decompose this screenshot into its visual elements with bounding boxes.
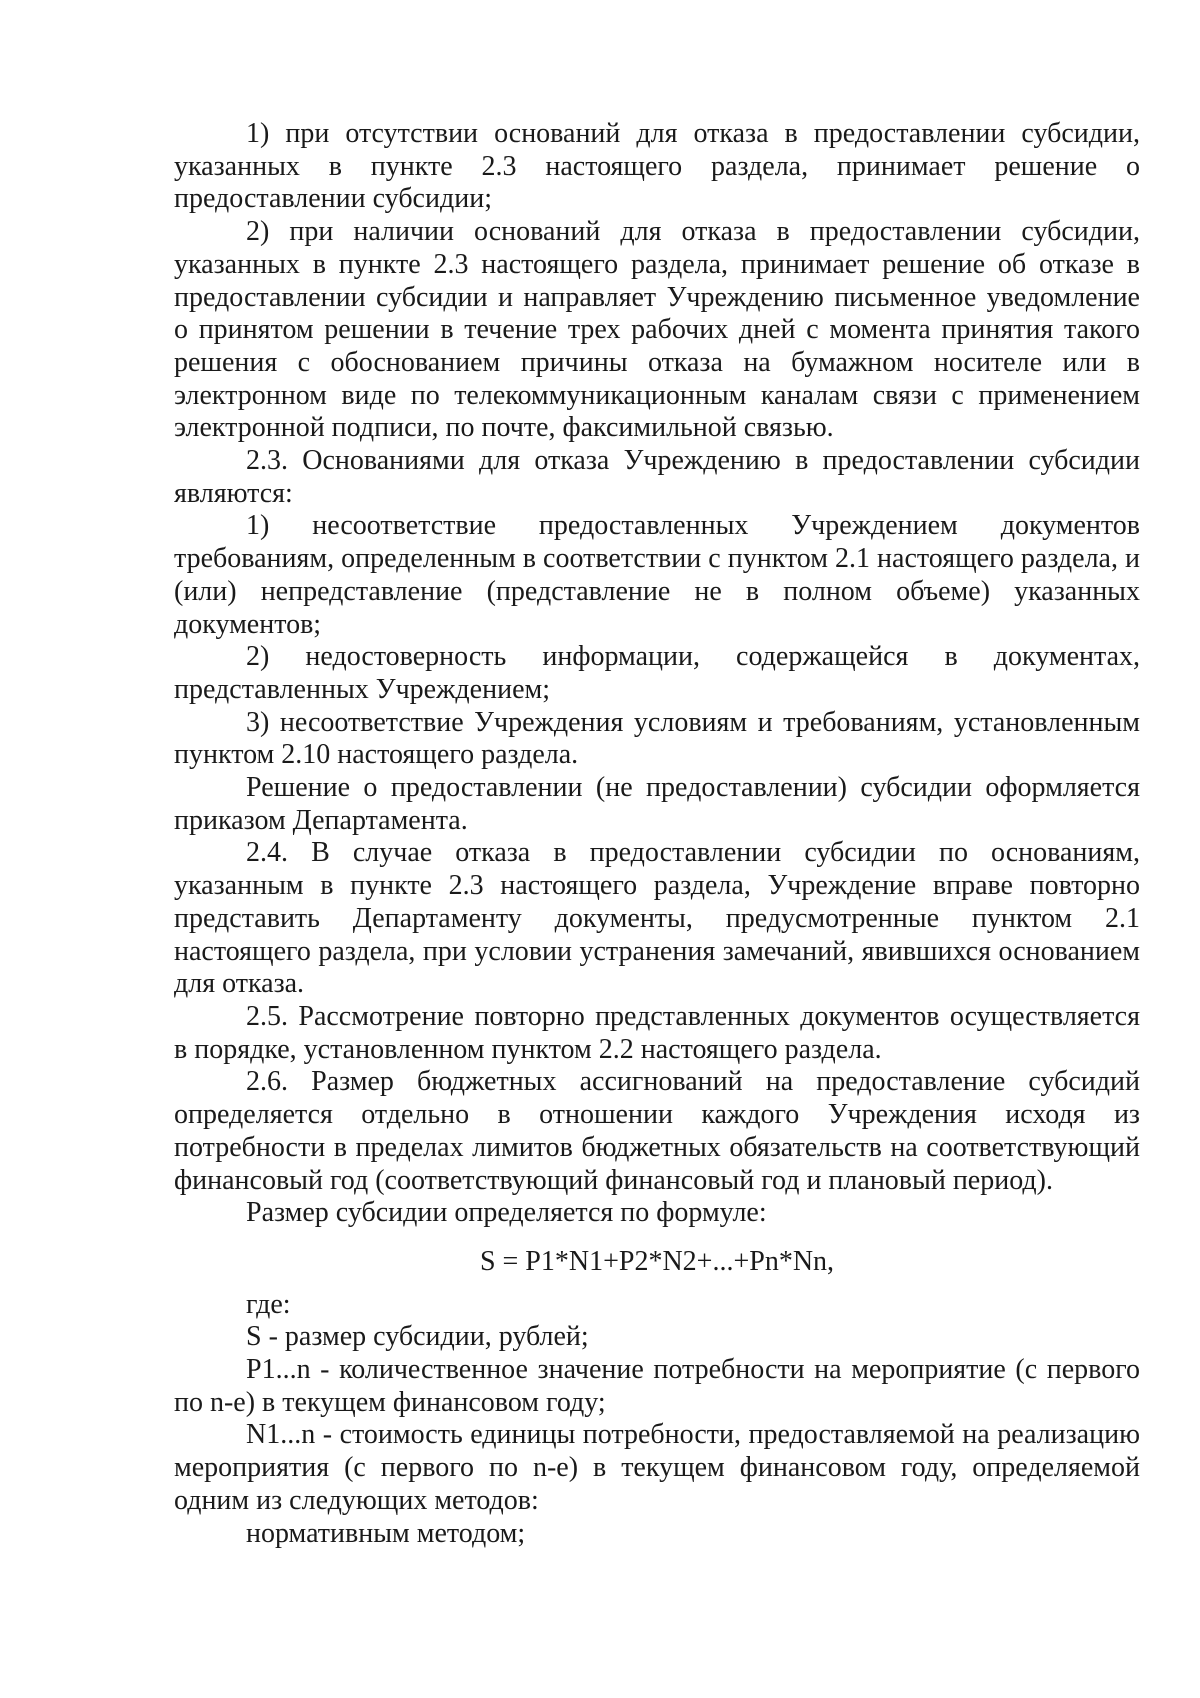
paragraph-formula-intro: Размер субсидии определяется по формуле:: [246, 1197, 767, 1229]
paragraph-item-1-decision: 1) при отсутствии оснований для отказа в предоставлении субсидии, указанных в пункте 2.3 настоящего раздела, принимает решение о предоставлении субсидии;: [174, 118, 1140, 215]
definition-n: N1...n - стоимость единицы потребности, предоставляемой на реализацию мероприятия (с первого по n-е) в текущем финансовом году, определяемой одним из следующих методов:: [174, 1419, 1140, 1516]
paragraph-item-2-refusal: 2) при наличии оснований для отказа в предоставлении субсидии, указанных в пункте 2.3 настоящего раздела, принимает решение об отказе в предоставлении субсидии и направляет Учреждению письменное уведомление о принятом решении в течение трех рабочих дней с момента принятия такого решения с обоснованием причины отказа на бумажном носителе или в электронном виде по телекоммуникационным каналам связи с применением электронной подписи, по почте, факсимильной связью.: [174, 216, 1140, 444]
paragraph-2-4: 2.4. В случае отказа в предоставлении субсидии по основаниям, указанным в пункте 2.3 настоящего раздела, Учреждение вправе повторно представить Департаменту документы, предусмотренные пунктом 2.1 настоящего раздела, при условии устранения замечаний, явившихся основанием для отказа.: [174, 837, 1140, 1000]
definition-where: где:: [246, 1288, 291, 1320]
paragraph-2-3-grounds: 2.3. Основаниями для отказа Учреждению в предоставлении субсидии являются:: [174, 445, 1140, 509]
definition-normative-method: нормативным методом;: [246, 1517, 526, 1549]
paragraph-2-5: 2.5. Рассмотрение повторно представленных документов осуществляется в порядке, установленном пунктом 2.2 настоящего раздела.: [174, 1000, 1140, 1065]
subsidy-formula: S = P1*N1+P2*N2+...+Pn*Nn,: [479, 1245, 835, 1277]
paragraph-ground-2: 2) недостоверность информации, содержащейся в документах, представленных Учреждением;: [174, 641, 1140, 705]
document-page: [174, 118, 1140, 1550]
paragraph-ground-3: 3) несоответствие Учреждения условиям и требованиям, установленным пунктом 2.10 настоящего раздела.: [174, 706, 1140, 771]
paragraph-ground-1: 1) несоответствие предоставленных Учреждением документов требованиям, определенным в соответствии с пунктом 2.1 настоящего раздела, и (или) непредставление (представление не в полном объеме) указанных документов;: [174, 510, 1140, 640]
definition-p: P1...n - количественное значение потребности на мероприятие (с первого по n-е) в текущем финансовом году;: [174, 1354, 1140, 1418]
paragraph-decision-order: Решение о предоставлении (не предоставлении) субсидии оформляется приказом Департамента.: [174, 772, 1140, 836]
definition-s: S - размер субсидии, рублей;: [246, 1321, 589, 1353]
paragraph-2-6: 2.6. Размер бюджетных ассигнований на предоставление субсидий определяется отдельно в отношении каждого Учреждения исходя из потребности в пределах лимитов бюджетных обязательств на соответствующий финансовый год (соответствующий финансовый год и плановый период).: [174, 1066, 1140, 1196]
